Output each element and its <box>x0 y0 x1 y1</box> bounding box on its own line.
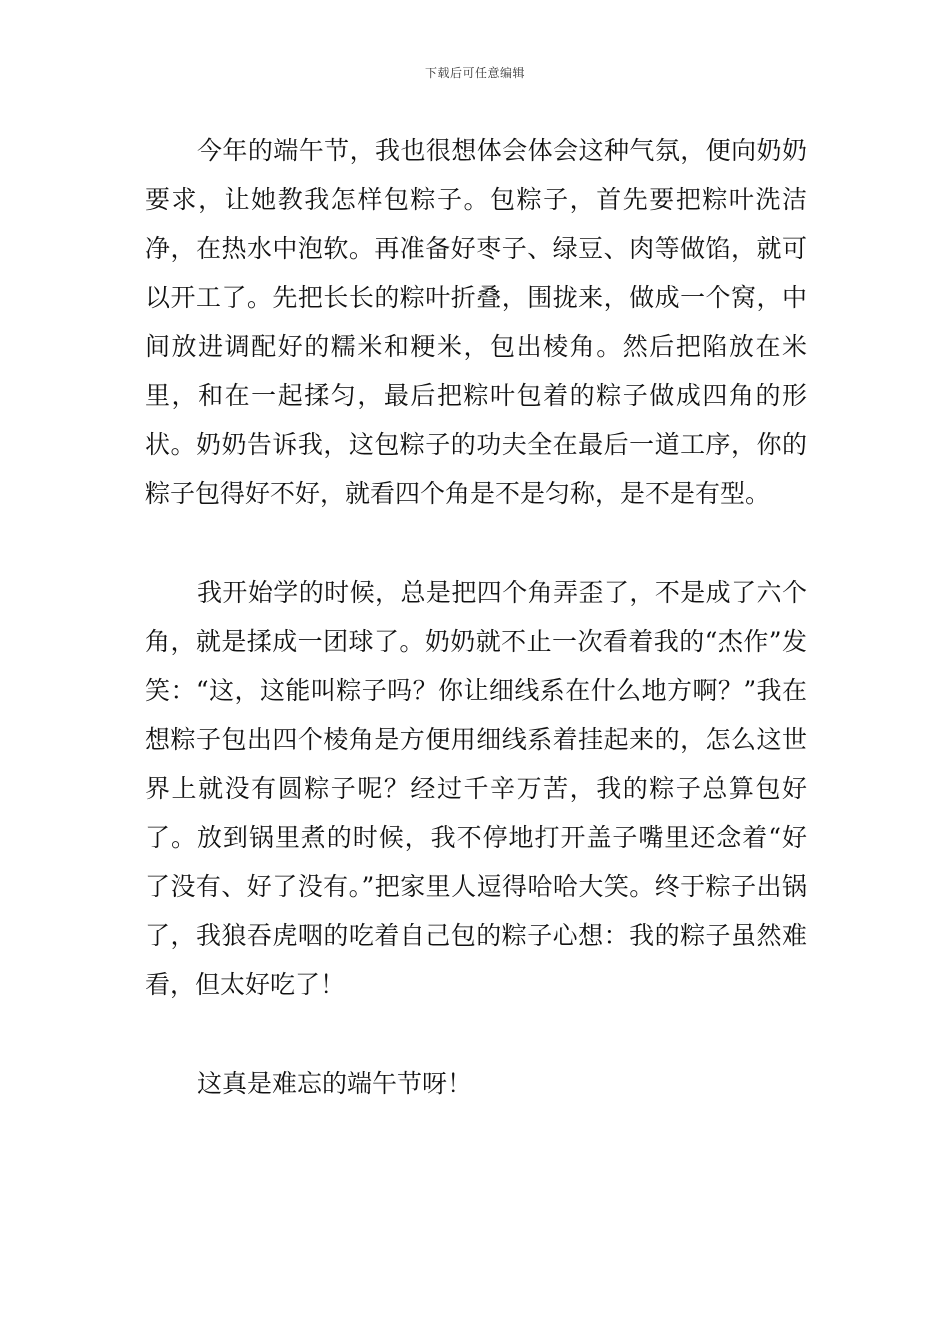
paragraph-2: 我开始学的时候，总是把四个角弄歪了，不是成了六个角，就是揉成一团球了。奶奶就不止一次看着我的“杰作”发笑：“这，这能叫粽子吗？你让细线系在什么地方啊？”我在想粽子包出四个棱角是方便用细线系着挂起来的，怎么这世界上就没有圆粽子呢？经过千辛万苦，我的粽子总算包好了。放到锅里煮的时候，我不停地打开盖子嘴里还念着“好了没有、好了没有。”把家里人逗得哈哈大笑。终于粽子出锅了，我狼吞虎咽的吃着自己包的粽子心想：我的粽子虽然难看，但太好吃了！ <box>145 578 807 999</box>
document-body <box>145 126 807 1108</box>
paragraph-3: 这真是难忘的端午节呀！ <box>197 1069 473 1098</box>
paragraph-1: 今年的端午节，我也很想体会体会这种气氛，便向奶奶要求，让她教我怎样包粽子。包粽子，首先要把粽叶洗洁净，在热水中泡软。再准备好枣子、绿豆、肉等做馅，就可以开工了。先把长长的粽叶折叠，围拢来，做成一个窝，中间放进调配好的糯米和粳米，包出棱角。然后把陷放在米里，和在一起揉匀，最后把粽叶包着的粽子做成四角的形状。奶奶告诉我，这包粽子的功夫全在最后一道工序，你的粽子包得好不好，就看四个角是不是匀称，是不是有型。 <box>145 136 807 508</box>
page-header: 下载后可任意编辑 <box>424 66 525 80</box>
